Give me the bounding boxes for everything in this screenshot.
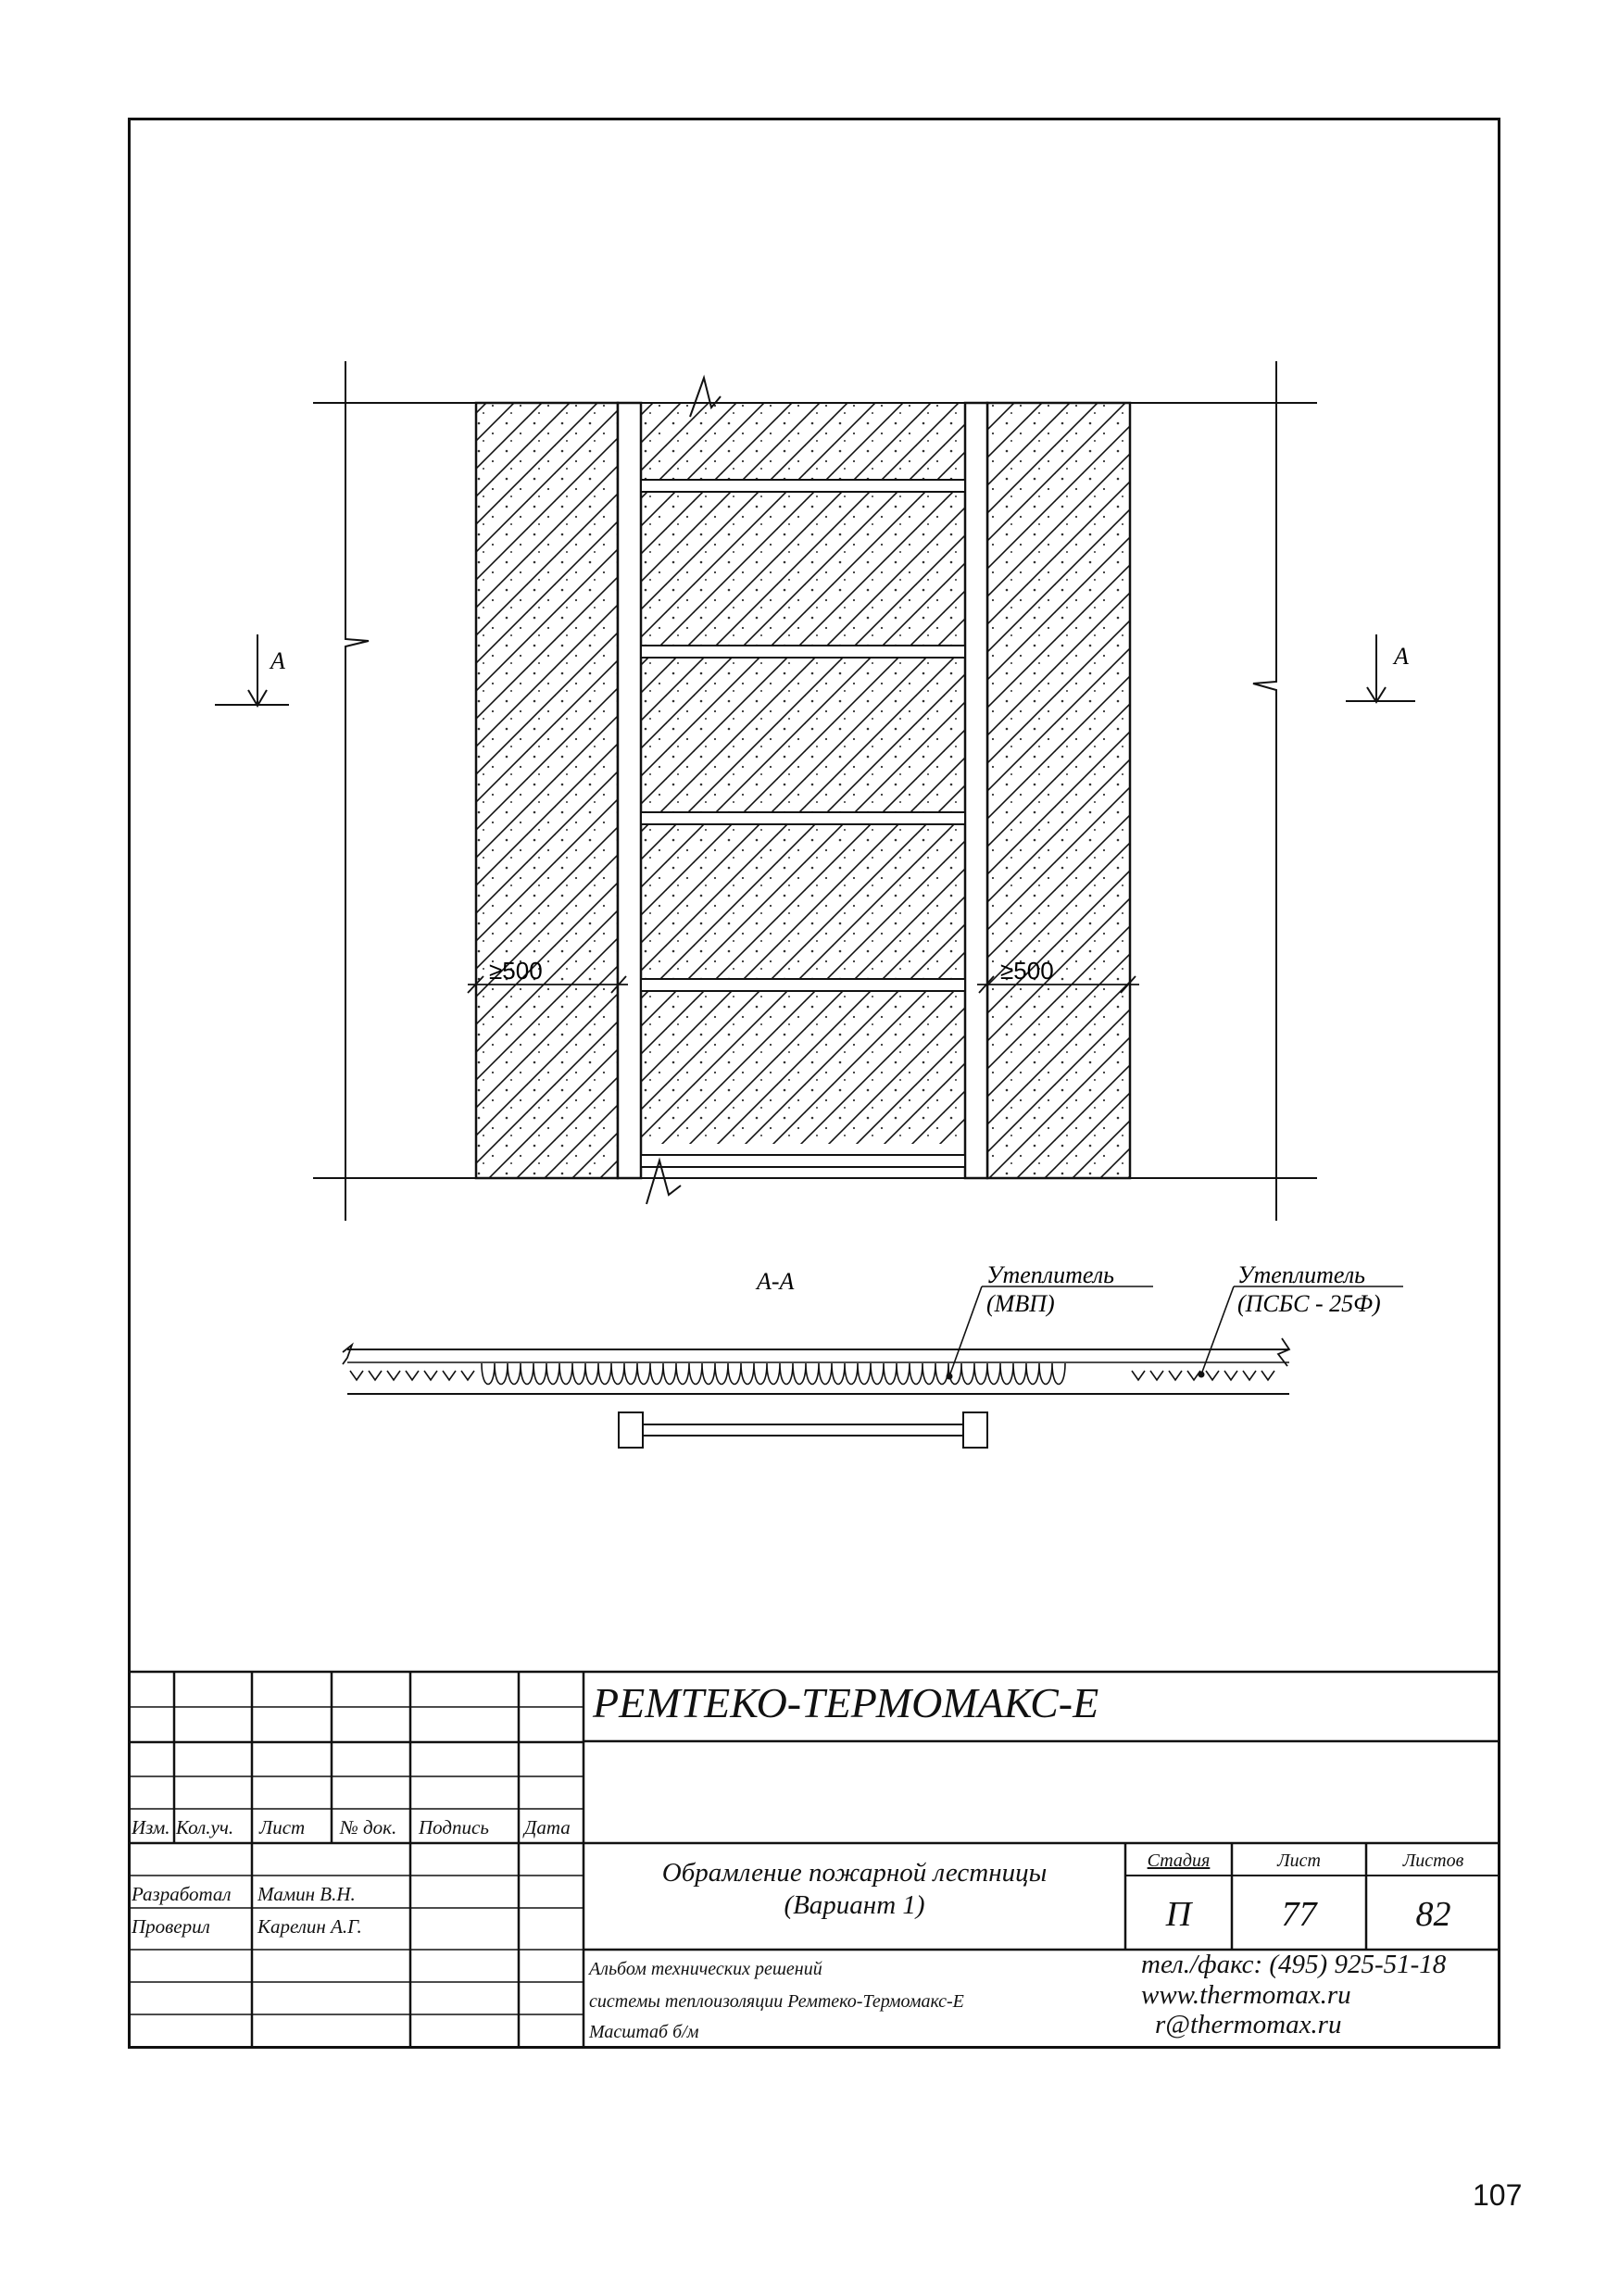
ladder-rung	[641, 1155, 965, 1167]
role-developed: Разработал	[132, 1883, 232, 1905]
insulation-center	[641, 403, 965, 1144]
name-checked: Карелин А.Г.	[257, 1915, 362, 1938]
company-name: РЕМТЕКО-ТЕРМОМАКС-Е	[593, 1679, 1099, 1726]
header-sheet: Лист	[259, 1816, 306, 1838]
section-a-a	[343, 1261, 1403, 1448]
section-mark-left: A	[270, 647, 285, 674]
album-line3: Масштаб б/м	[589, 2022, 699, 2042]
album-line2: системы теплоизоляции Ремтеко-Термомакс-Е	[589, 1991, 964, 2012]
ladder-stringer-left	[618, 403, 641, 1178]
header-qty: Кол.уч.	[176, 1816, 234, 1838]
section-mark-right: A	[1394, 643, 1409, 670]
stage-value: П	[1165, 1895, 1192, 1934]
wall-elevation	[215, 361, 1415, 1221]
callout-psbs-sub: (ПСБС - 25Ф)	[1237, 1290, 1381, 1317]
header-date: Дата	[524, 1816, 571, 1838]
callout-psbs-title: Утеплитель	[1237, 1261, 1365, 1288]
sheet-title-line1: Обрамление пожарной лестницы	[661, 1858, 1048, 1888]
header-signature: Подпись	[419, 1816, 489, 1838]
ladder-rung	[641, 646, 965, 658]
ladder-rung	[641, 979, 965, 991]
insulation-left	[476, 403, 618, 1178]
sheet-title-line2: (Вариант 1)	[784, 1890, 925, 1920]
contact-website: www.thermomax.ru	[1141, 1980, 1351, 2010]
contact-phone: тел./факс: (495) 925-51-18	[1141, 1950, 1447, 1979]
header-change: Изм.	[132, 1816, 170, 1838]
page-number: 107	[1473, 2178, 1523, 2212]
contact-email: r@thermomax.ru	[1155, 2010, 1342, 2039]
ladder-section-right	[963, 1412, 987, 1448]
dimension-label-right: ≥500	[1000, 957, 1054, 985]
dimension-label-left: ≥500	[489, 957, 543, 985]
sheets-value: 82	[1415, 1895, 1451, 1934]
insulation-right	[987, 403, 1130, 1178]
section-title: А-А	[757, 1268, 795, 1295]
ladder-stringer-right	[965, 403, 987, 1178]
stage-label: Стадия	[1147, 1851, 1211, 1871]
ladder-rung	[641, 812, 965, 824]
name-developed: Мамин В.Н.	[257, 1883, 356, 1905]
header-doc-number: № док.	[340, 1816, 397, 1838]
album-line1: Альбом технических решений	[589, 1959, 822, 1979]
ladder-rung	[641, 480, 965, 492]
callout-mvp-title: Утеплитель	[986, 1261, 1114, 1288]
role-checked: Проверил	[132, 1915, 210, 1938]
sheet-value: 77	[1281, 1895, 1317, 1934]
callout-mvp-sub: (МВП)	[986, 1290, 1055, 1317]
ladder-section-left	[619, 1412, 643, 1448]
sheet-label: Лист	[1277, 1851, 1321, 1871]
sheets-label: Листов	[1402, 1851, 1464, 1871]
